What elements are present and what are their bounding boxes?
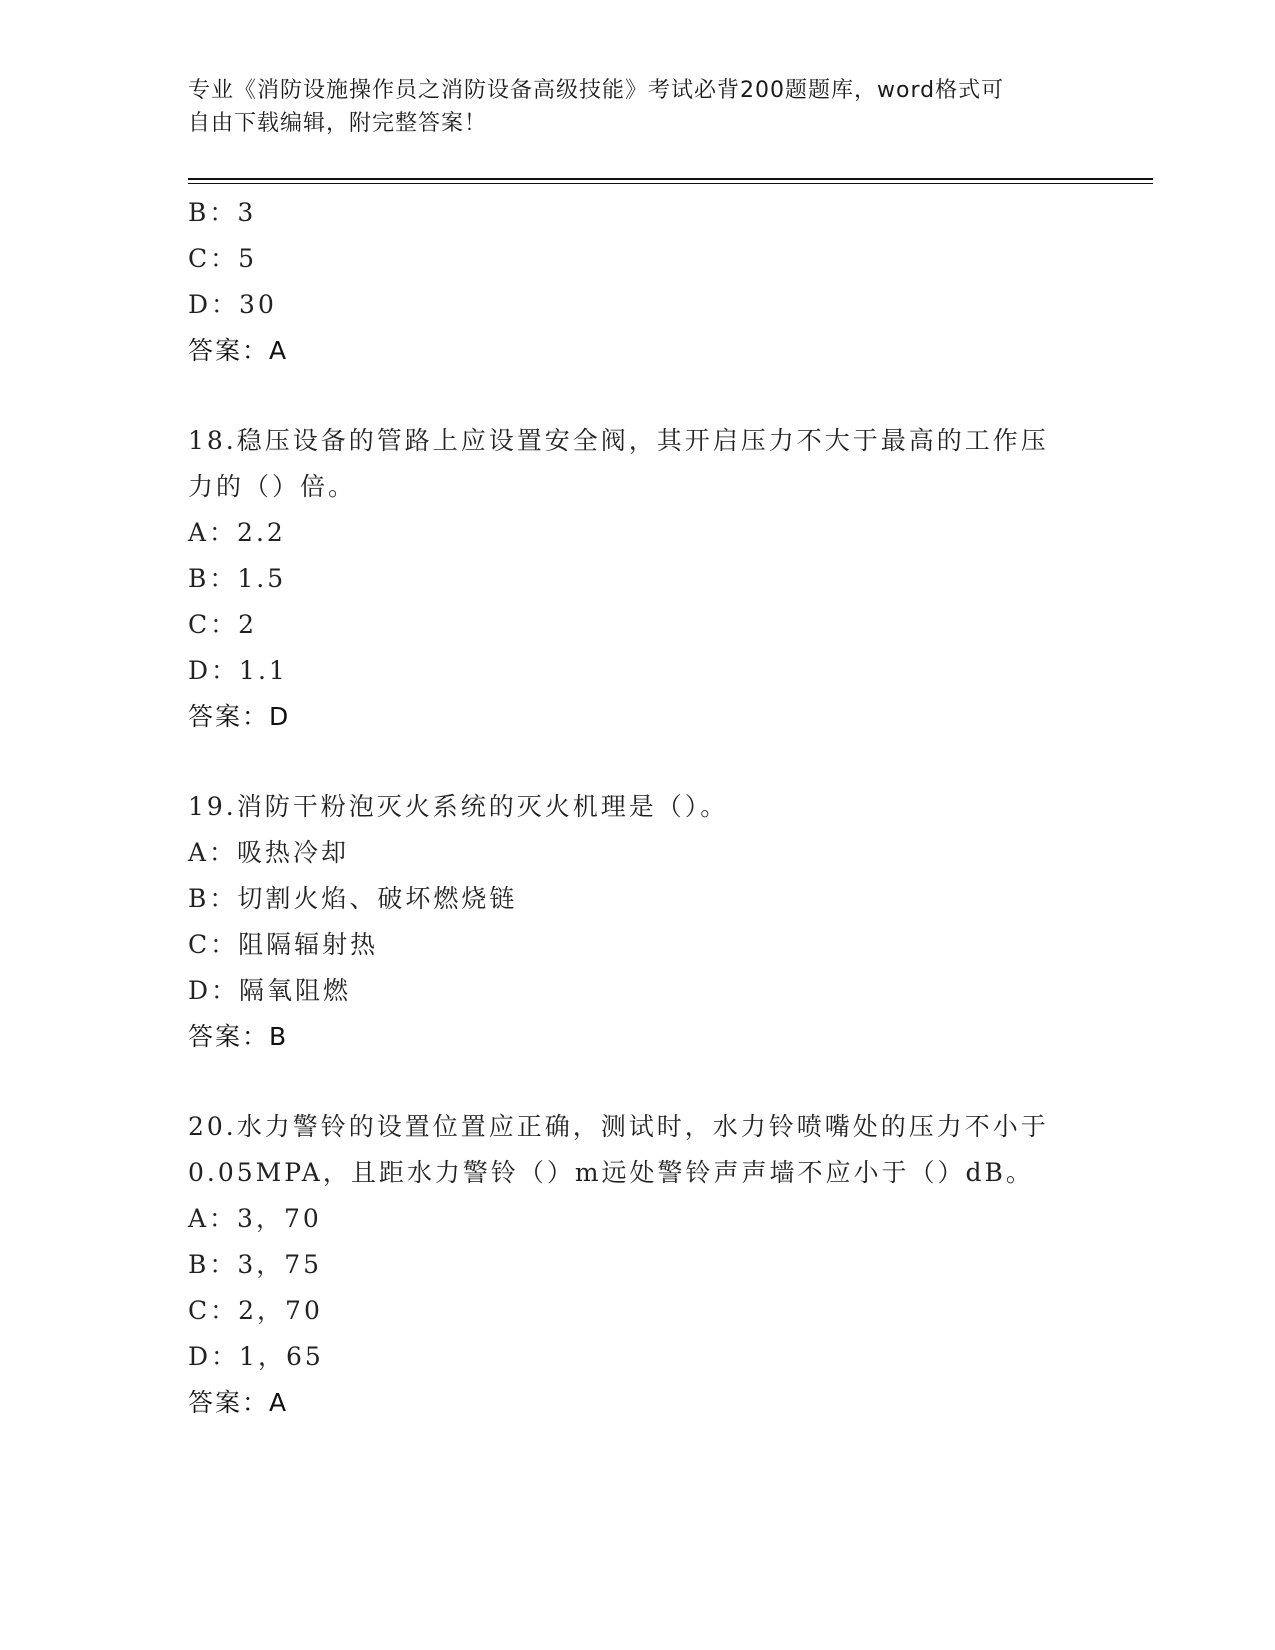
option-c: C：阻隔辐射热 xyxy=(188,930,379,959)
question-text-line-1: 20.水力警铃的设置位置应正确，测试时，水力铃喷嘴处的压力不小于 xyxy=(188,1112,1049,1141)
question-17-remainder xyxy=(188,190,1088,374)
answer: 答案：B xyxy=(188,1022,289,1051)
question-text-line-2: 力的（）倍。 xyxy=(188,472,357,501)
document-header xyxy=(188,74,1068,140)
header-title-line-1: 专业《消防设施操作员之消防设备高级技能》考试必背200题题库，word格式可 xyxy=(188,78,1005,103)
question-text-line-1: 19.消防干粉泡灭火系统的灭火机理是（）。 xyxy=(188,792,729,821)
option-a: A：2.2 xyxy=(188,518,286,547)
option-d: D：30 xyxy=(188,290,277,319)
option-a: A：3，70 xyxy=(188,1204,322,1233)
option-b: B：3 xyxy=(188,198,257,227)
question-text-line-1: 18.稳压设备的管路上应设置安全阀，其开启压力不大于最高的工作压 xyxy=(188,426,1049,455)
question-19 xyxy=(188,784,1088,1060)
question-text-line-2: 0.05MPA，且距水力警铃（）m远处警铃声声墙不应小于（）dB。 xyxy=(188,1158,1034,1187)
header-divider-thick xyxy=(188,178,1153,180)
question-20 xyxy=(188,1104,1088,1426)
header-title-line-2: 自由下载编辑，附完整答案！ xyxy=(188,111,488,136)
header-divider-thin xyxy=(188,183,1153,184)
option-b: B：3，75 xyxy=(188,1250,323,1279)
option-b: B：切割火焰、破坏燃烧链 xyxy=(188,884,518,913)
option-d: D：1，65 xyxy=(188,1342,324,1371)
question-18 xyxy=(188,418,1088,740)
option-c: C：2，70 xyxy=(188,1296,323,1325)
option-b: B：1.5 xyxy=(188,564,287,593)
answer: 答案：A xyxy=(188,1388,289,1417)
option-c: C：2 xyxy=(188,610,258,639)
answer: 答案：A xyxy=(188,336,289,365)
answer: 答案：D xyxy=(188,702,291,731)
option-d: D：隔氧阻燃 xyxy=(188,976,352,1005)
question-list xyxy=(188,190,1088,1426)
option-d: D：1.1 xyxy=(188,656,288,685)
option-a: A：吸热冷却 xyxy=(188,838,350,867)
option-c: C：5 xyxy=(188,244,258,273)
